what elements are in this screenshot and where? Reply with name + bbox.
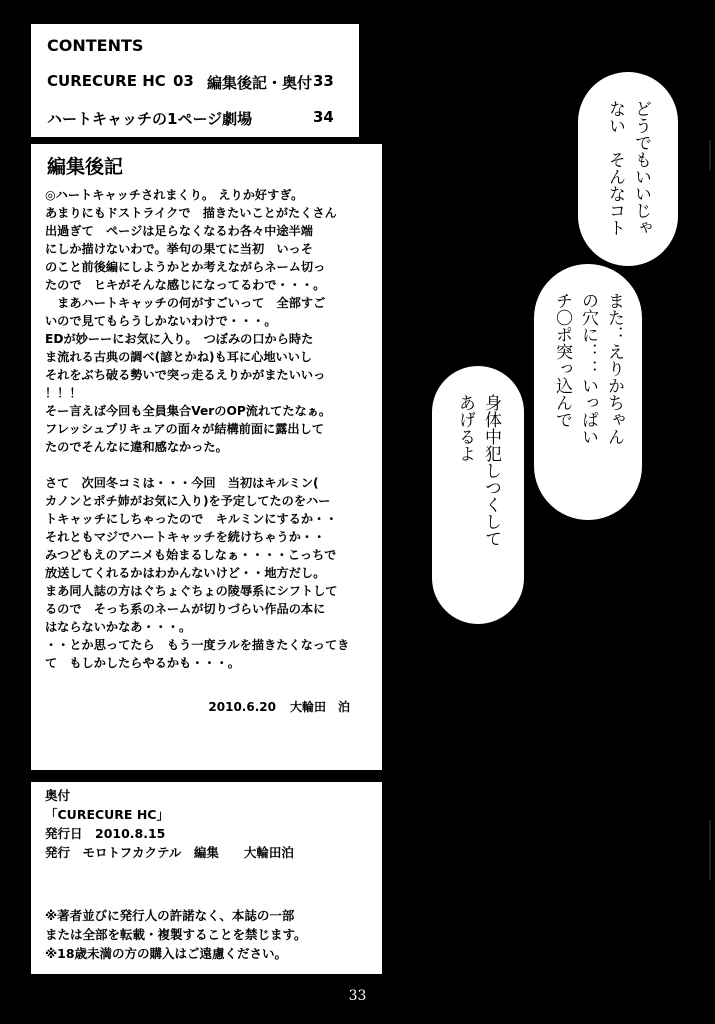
bubble-line: チ〇ポ突っ込んで <box>552 292 572 428</box>
bubble-line: ない そんなコト <box>605 100 625 236</box>
toc-page: 34 <box>313 108 334 126</box>
afterword-date: 2010.6.20 <box>208 700 276 714</box>
scan-edge-mark <box>709 140 711 170</box>
contents-box <box>29 22 361 139</box>
afterword-box <box>29 142 384 772</box>
toc-subtitle: 編集後記・奥付 <box>207 74 313 92</box>
speech-bubble <box>534 264 642 520</box>
afterword-signature <box>208 698 350 715</box>
afterword-author: 大輪田 泊 <box>289 700 350 714</box>
toc-number: 03 <box>173 72 194 90</box>
bubble-line: 身体中犯しつくして <box>481 394 501 547</box>
speech-bubble <box>578 72 678 266</box>
page-number: 33 <box>348 988 367 1004</box>
toc-title: CURECURE HC <box>47 72 166 90</box>
toc-row <box>47 108 347 128</box>
bubble-line: あげるよ <box>455 394 475 462</box>
speech-bubble <box>432 366 524 624</box>
bubble-line: の穴に：：いっぱい <box>578 292 598 445</box>
toc-title: ハートキャッチの1ページ劇場 <box>47 110 253 128</box>
afterword-heading: 編集後記 <box>47 156 124 178</box>
colophon-box <box>29 780 384 976</box>
contents-heading: CONTENTS <box>47 36 144 55</box>
scan-edge-mark <box>709 820 711 880</box>
toc-row <box>47 72 347 92</box>
bubble-line: どうでもいいじゃ <box>631 100 651 236</box>
toc-page: 33 <box>313 72 334 90</box>
colophon-body: 奥付 「CURECURE HC」 発行日 2010.8.15 発行 モロトフカクテル 編集 大輪田泊 <box>45 788 294 860</box>
bubble-line: また：えりかちゃん <box>604 292 624 445</box>
afterword-body: ◎ハートキャッチされまくり。 えりか好すぎ。 あまりにもドストライクで 描きたいことがたくさん 出過ぎて ページは足らなくなるわ各々中途半端 にしか描けないわで。挙句の果てに当初 いっそ のこと前後編にしようかとか考えながらネーム切っ たので ヒキがそんな感じになってるわで・・・。 まあハートキャッチの何がすごいって 全部すご いので見てもらうしかないわけで・・・。 EDが妙ーーにお気に入り。 つぼみの口から時た ま流れる古典の調べ(諺とかね)も耳に心地いいし それをぶち破る勢いで突っ走るえりかがまたいいっ ！！！ そー言えば今回も全員集合VerのOP流れてたなぁ。 フレッシュプリキュアの面々が結構前面に露出して たのでそんなに違和感なかった。 さて 次回冬コミは・・・今回 当初はキルミン( カノンとポチ姉がお気に入り)を予定してたのをハー トキャッチにしちゃったので キルミンにするか・・ それともマジでハートキャッチを続けちゃうか・・ みつどもえのアニメも始まるしなぁ・・・・こっちで 放送してくれるかはわかんないけど・・地方だし。 まあ同人誌の方はぐちょぐちょの陵辱系にシフトして るので そっち系のネームが切りづらい作品の本に はならないかなあ・・・。 ・・とか思ってたら もう一度ラルを描きたくなってき て もしかしたらやるかも・・・。 <box>45 188 350 670</box>
colophon-notice: ※著者並びに発行人の許諾なく、本誌の一部 または全部を転載・複製することを禁じます。 ※18歳未満の方の購入はご遠慮ください。 <box>45 908 307 961</box>
